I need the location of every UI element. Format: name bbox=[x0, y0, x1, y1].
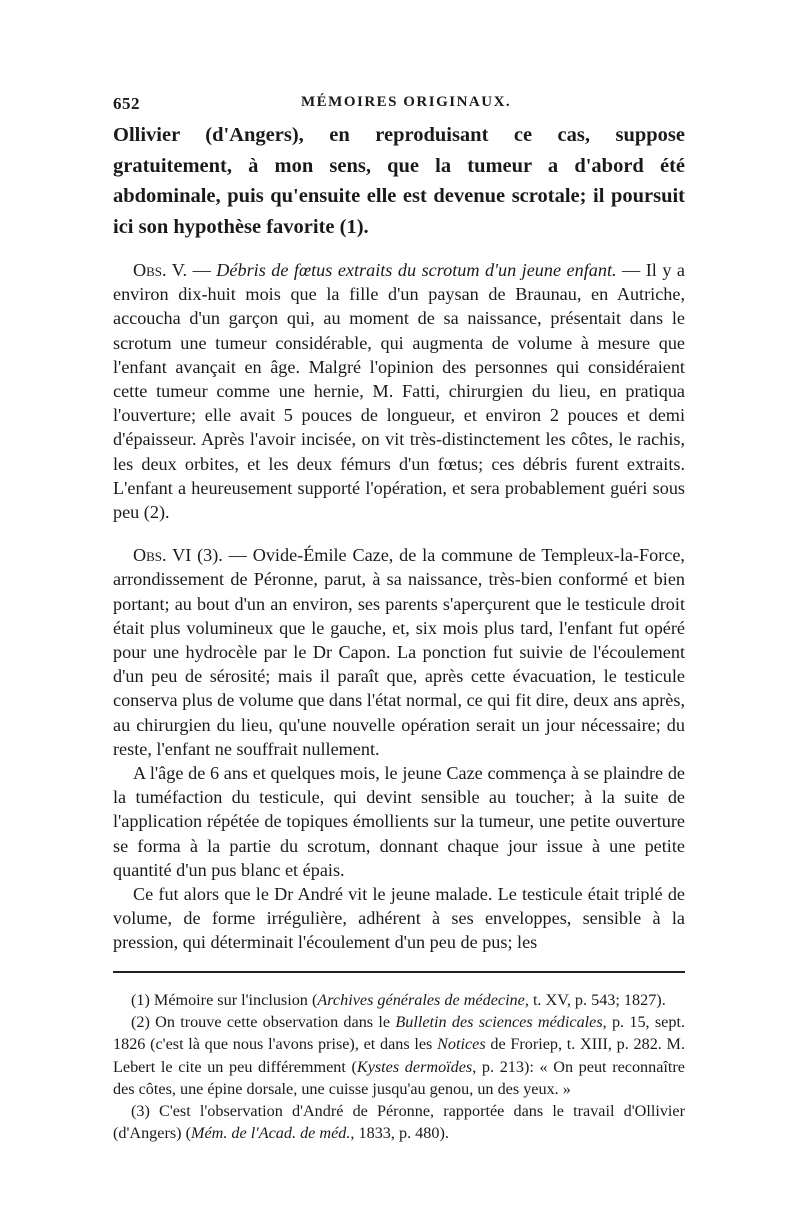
book-page bbox=[113, 94, 685, 1145]
obs6-label: Obs. VI (3). — bbox=[133, 545, 253, 566]
obs5-text: — Il y a environ dix-huit mois que la fille d'un paysan de Braunau, en Autriche, accoucha d'un garçon qui, au moment de sa naissance, présentait dans le scrotum une tumeur considérable, qui augmenta de volume à mesure que l'enfant avançait en âge. Malgré l'opinion des personnes qui considéraient cette tumeur comme une hernie, M. Fatti, chirurgien du lieu, en pratiqua l'ouverture; elle avait 5 pouces de longueur, et environ 2 pouces et demi d'épaisseur. Après l'avoir incisée, on vit très-distinctement les côtes, le rachis, les deux orbites, et les deux fémurs d'un fœtus; ces débris furent extraits. L'enfant a heureusement supporté l'opération, et sera probablement guéri sous peu (2). bbox=[113, 260, 685, 523]
footnote-3 bbox=[113, 1100, 685, 1145]
fn2-before: (2) On trouve cette observation dans le bbox=[131, 1012, 396, 1031]
page-number: 652 bbox=[113, 94, 140, 113]
fn1-after: , t. XV, p. 543; 1827). bbox=[524, 990, 666, 1009]
obs5-title: Débris de fœtus extraits du scrotum d'un jeune enfant. bbox=[216, 260, 617, 280]
paragraph-andre: Ce fut alors que le Dr André vit le jeune malade. Le testicule était triplé de volume, de forme irrégulière, adhérent à ses enveloppes, sensible à la pression, qui déterminait l'écoulement d'un peu de pus; les bbox=[113, 884, 685, 953]
fn3-after: , 1833, p. 480). bbox=[350, 1124, 449, 1143]
fn1-before: (1) Mémoire sur l'inclusion ( bbox=[131, 990, 318, 1009]
fn2-italic2: Notices bbox=[437, 1035, 486, 1054]
fn3-before: (3) C'est l'observation d'André de Péronne, rapportée dans le travail d'Ollivier (d'Angers) ( bbox=[113, 1102, 685, 1143]
fn2-italic1: Bulletin des sciences médicales bbox=[395, 1012, 603, 1031]
fn3-italic: Mém. de l'Acad. de méd. bbox=[190, 1124, 351, 1143]
observation-5 bbox=[113, 258, 685, 524]
footnote-1 bbox=[113, 989, 685, 1011]
intro-paragraph: Ollivier (d'Angers), en reproduisant ce cas, suppose gratuitement, à mon sens, que la tumeur a d'abord été abdominale, puis qu'ensuite elle est devenue scrotale; il poursuit ici son hypothèse favorite (1). bbox=[113, 124, 685, 238]
fn2-italic3: Kystes dermoïdes bbox=[356, 1057, 473, 1076]
obs6-text: Ovide-Émile Caze, de la commune de Templeux-la-Force, arrondissement de Péronne, parut, à sa naissance, très-bien conformé et bien portant; au bout d'un an environ, ses parents s'aperçurent que le testicule droit était plus volumineux que le gauche, et, six mois plus tard, l'enfant fut opéré pour une hydrocèle par le Dr Capon. La ponction fut suivie de l'écoulement d'un peu de sérosité; mais il paraît que, après cette évacuation, le testicule conserva plus de volume que dans l'état normal, ce qui fit dire, deux ans après, au chirurgien du lieu, qu'une nouvelle opération serait un jour nécessaire; du reste, l'enfant ne souffrait nullement. bbox=[113, 545, 685, 759]
fn2-mid2: de Froriep, t. XIII, p. 282. M. Lebert le cite un peu différemment ( bbox=[113, 1035, 685, 1076]
obs5-label: Obs. V. — bbox=[133, 260, 217, 280]
observation-6 bbox=[113, 543, 685, 761]
fn1-italic: Archives générales de médecine bbox=[317, 990, 525, 1009]
running-head bbox=[113, 94, 685, 118]
fn2-mid1: , p. 15, sept. 1826 (c'est là que nous l'avons prise), et dans les bbox=[113, 1012, 685, 1054]
footnote-2 bbox=[113, 1011, 685, 1100]
running-title: MÉMOIRES ORIGINAUX. bbox=[301, 94, 512, 110]
footnote-rule bbox=[113, 971, 685, 973]
fn2-after: , p. 213): « On peut reconnaître des côtes, une épine dorsale, une cuisse jusqu'au genou, un des yeux. » bbox=[113, 1057, 685, 1098]
paragraph-age: A l'âge de 6 ans et quelques mois, le jeune Caze commença à se plaindre de la tuméfaction du testicule, qui devint sensible au toucher; à la suite de l'application répétée de topiques émollients sur la tumeur, une petite ouverture se forma à la partie du scrotum, donnant chaque jour issue à une petite quantité d'un pus blanc et épais. bbox=[113, 763, 685, 880]
